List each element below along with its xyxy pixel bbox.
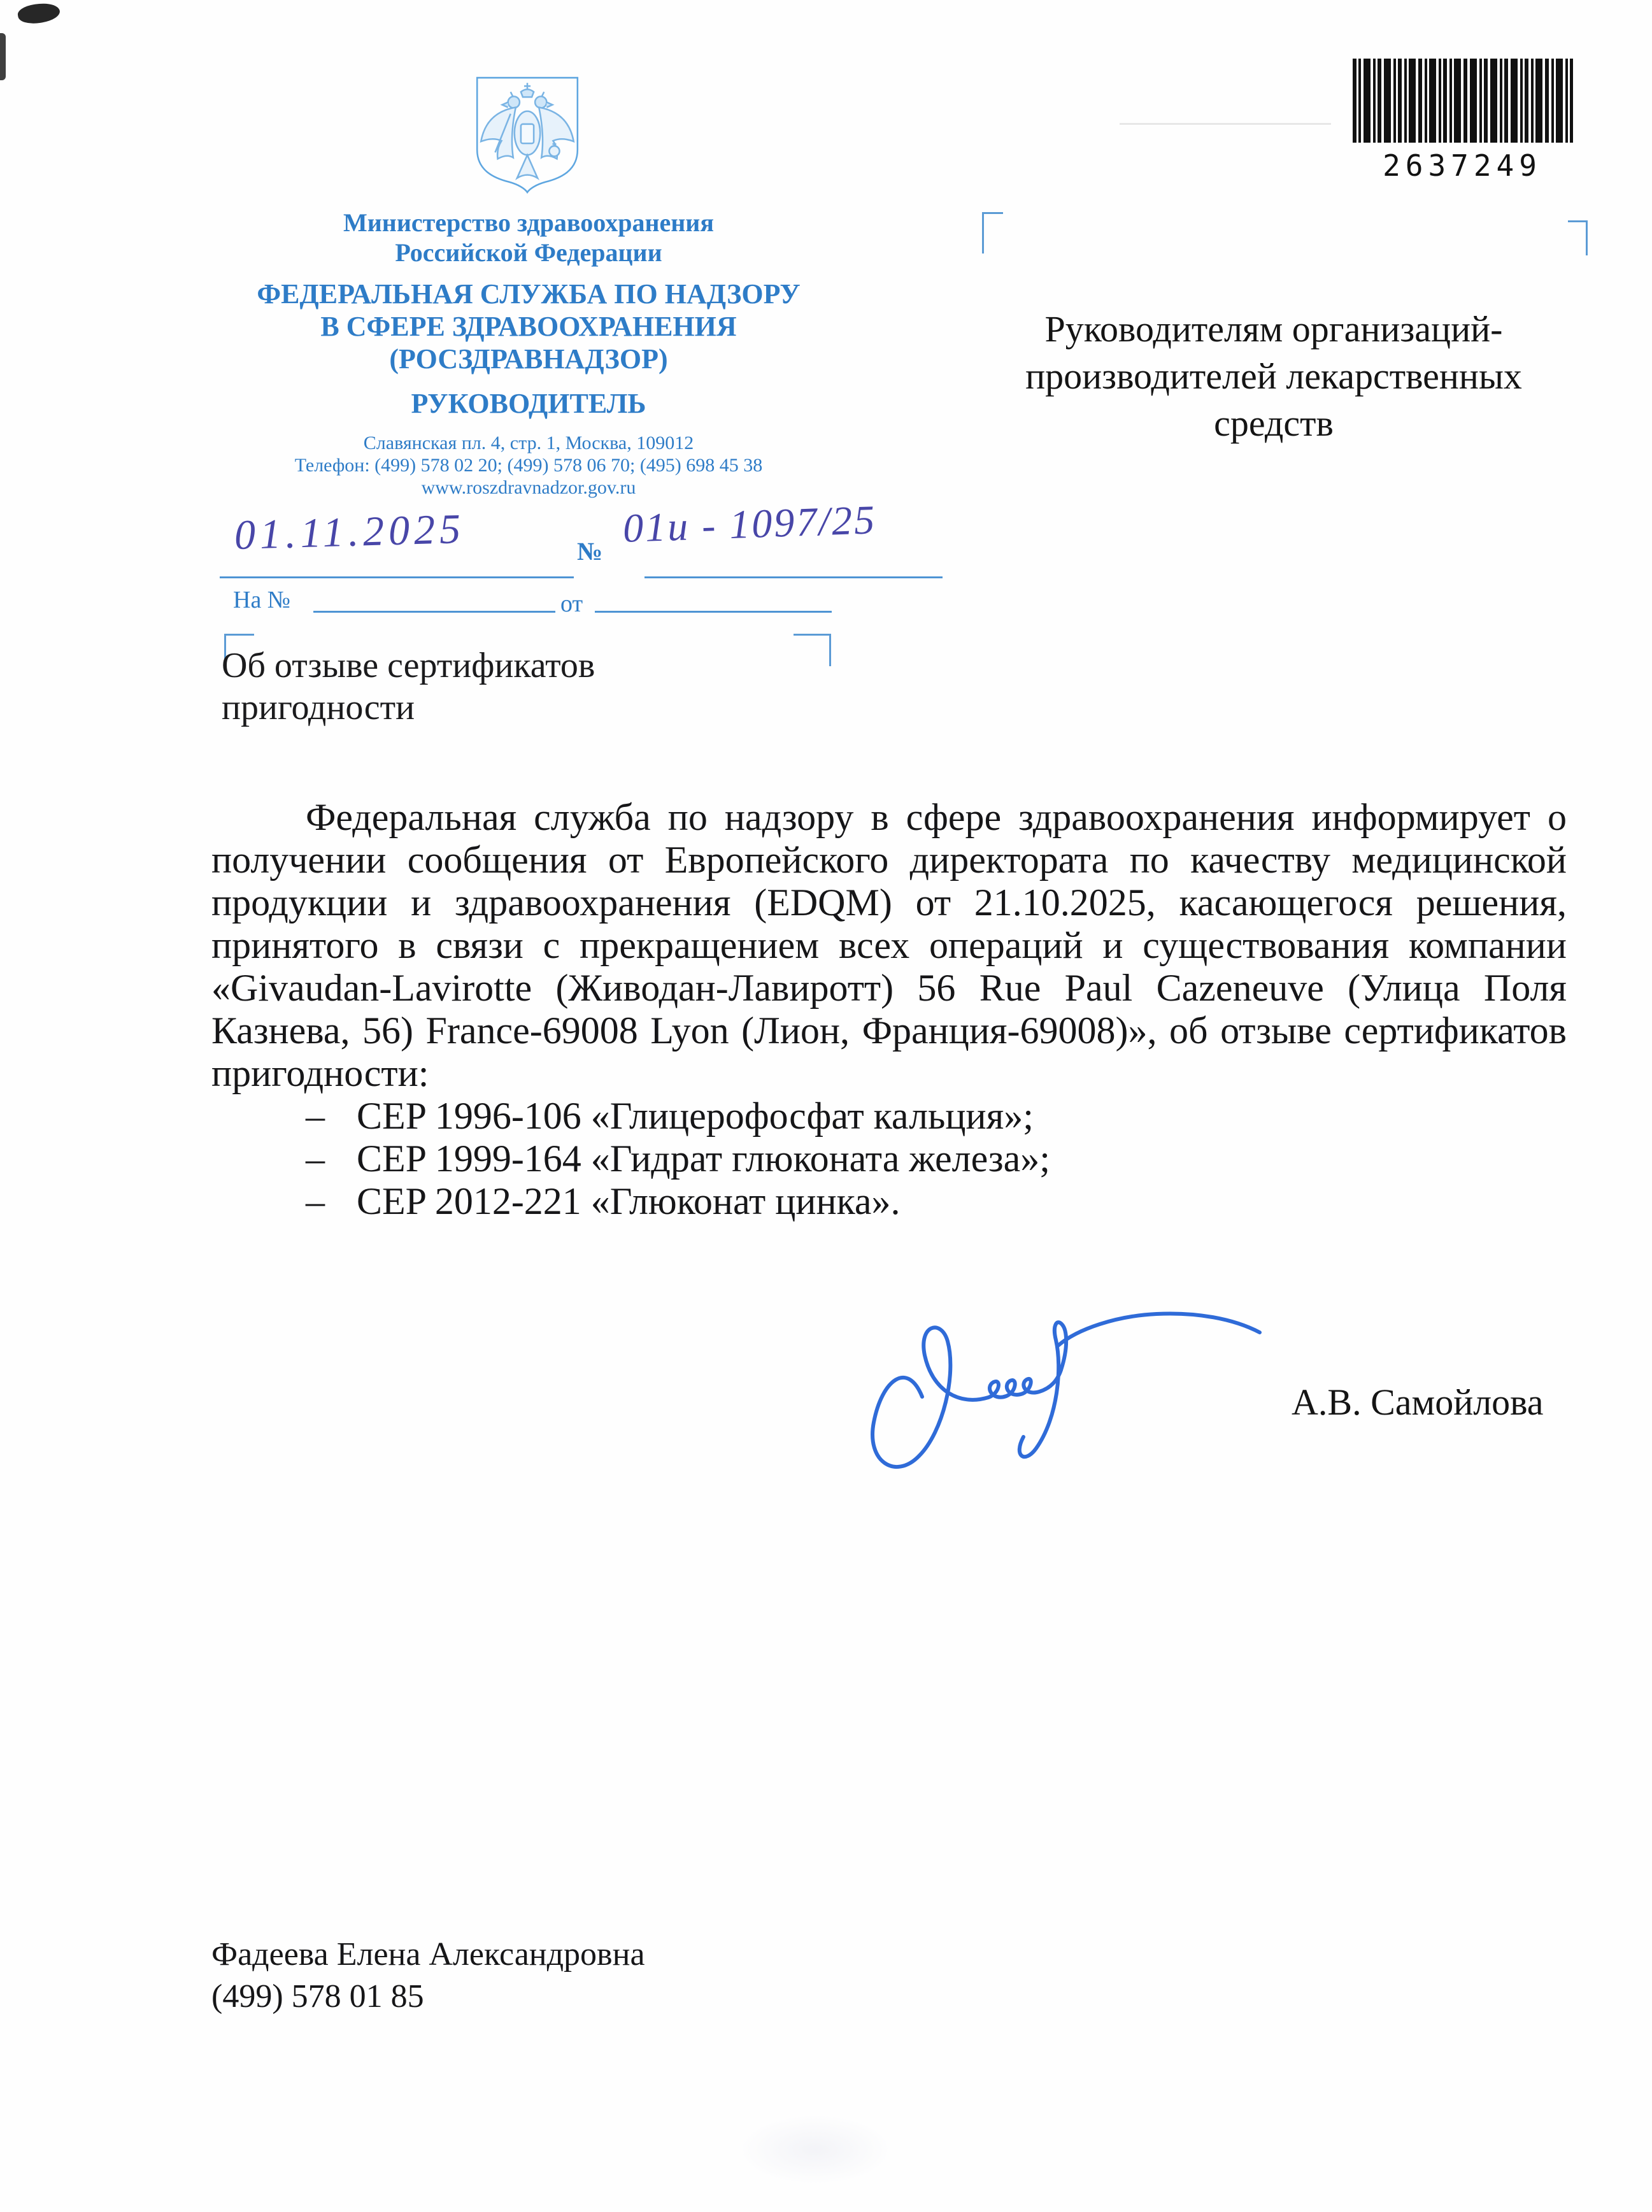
scan-smudge <box>17 1 61 26</box>
executor-name: Фадеева Елена Александровна <box>211 1936 645 1973</box>
scan-blot <box>739 2115 892 2185</box>
list-dash: – <box>306 1095 325 1137</box>
barcode-number: 2637249 <box>1383 148 1542 183</box>
list-text: CEP 1999-164 «Гидрат глюконата железа»; <box>357 1138 1050 1180</box>
reply-from-ruled-line <box>595 611 832 613</box>
registration-barcode <box>1351 59 1573 183</box>
cep-list-item <box>211 1095 1567 1138</box>
list-dash: – <box>306 1180 325 1222</box>
service-name <box>185 278 872 375</box>
letterhead-contacts <box>172 432 885 499</box>
subject-block <box>222 645 744 729</box>
ministry-name <box>191 208 866 268</box>
coat-of-arms-icon <box>473 74 582 196</box>
ministry-line2: Российской Федерации <box>395 238 662 267</box>
addressee-line1: Руководителям организаций- <box>1044 308 1503 350</box>
number-sign: № <box>577 537 603 566</box>
cep-list-item <box>211 1138 1567 1180</box>
addressee-corner-mark-left <box>982 212 1003 253</box>
letterhead-address: Славянская пл. 4, стр. 1, Москва, 109012 <box>363 432 694 453</box>
reply-number-label: На № <box>233 587 291 613</box>
signer-name: А.В. Самойлова <box>1292 1381 1544 1423</box>
executor-phone: (499) 578 01 85 <box>211 1978 424 2015</box>
number-ruled-line <box>644 576 943 578</box>
subject-line2: пригодности <box>222 688 415 727</box>
subject-corner-mark-right <box>794 634 831 666</box>
addressee-corner-mark-right <box>1568 220 1588 255</box>
list-text: CEP 2012-221 «Глюконат цинка». <box>357 1180 901 1222</box>
letterhead-website: www.roszdravnadzor.gov.ru <box>421 477 636 498</box>
addressee-block <box>974 306 1573 447</box>
position-title: РУКОВОДИТЕЛЬ <box>411 388 646 419</box>
scan-artifact-line <box>1120 123 1331 125</box>
service-line1: ФЕДЕРАЛЬНАЯ СЛУЖБА ПО НАДЗОРУ <box>257 278 801 310</box>
letterhead-phones: Телефон: (499) 578 02 20; (499) 578 06 70; (495) 698 45 38 <box>294 455 763 476</box>
addressee-line3: средств <box>1214 403 1334 444</box>
handwritten-number: 01и - 1097/25 <box>622 497 878 551</box>
letter-body <box>211 796 1567 1223</box>
barcode-image <box>1351 59 1573 144</box>
service-line2: В СФЕРЕ ЗДРАВООХРАНЕНИЯ <box>320 311 737 342</box>
list-dash: – <box>306 1138 325 1180</box>
reply-number-ruled-line <box>313 611 555 613</box>
handwritten-signature <box>847 1285 1280 1495</box>
list-text: CEP 1996-106 «Глицерофосфат кальция»; <box>357 1095 1034 1137</box>
date-ruled-line <box>220 576 574 578</box>
handwritten-date: 01.11.2025 <box>234 505 466 559</box>
cep-list-item <box>211 1180 1567 1223</box>
reply-from-label: от <box>560 590 583 617</box>
service-line3: (РОСЗДРАВНАДЗОР) <box>389 343 668 375</box>
subject-line1: Об отзыве сертификатов <box>222 646 595 685</box>
ministry-line1: Министерство здравоохранения <box>343 208 714 237</box>
scan-smudge <box>0 33 6 80</box>
body-paragraph: Федеральная служба по надзору в сфере здравоохранения информирует о получении сообщения от Европейского директората по качеству медицинской продукции и здравоохранения (EDQM) от 21.10.2025, касающегося решения, принятого в связи с прекращением всех операций и существования компании «Givaudan-Lavirotte (Живодан-Лавиротт) 56 Rue Paul Cazeneuve (Улица Поля Казнева, 56) France-69008 Lyon (Лион, Франция-69008)», об отзыве сертификатов пригодности: <box>211 796 1567 1094</box>
addressee-line2: производителей лекарственных <box>1025 355 1522 397</box>
executor-block <box>211 1934 645 2018</box>
